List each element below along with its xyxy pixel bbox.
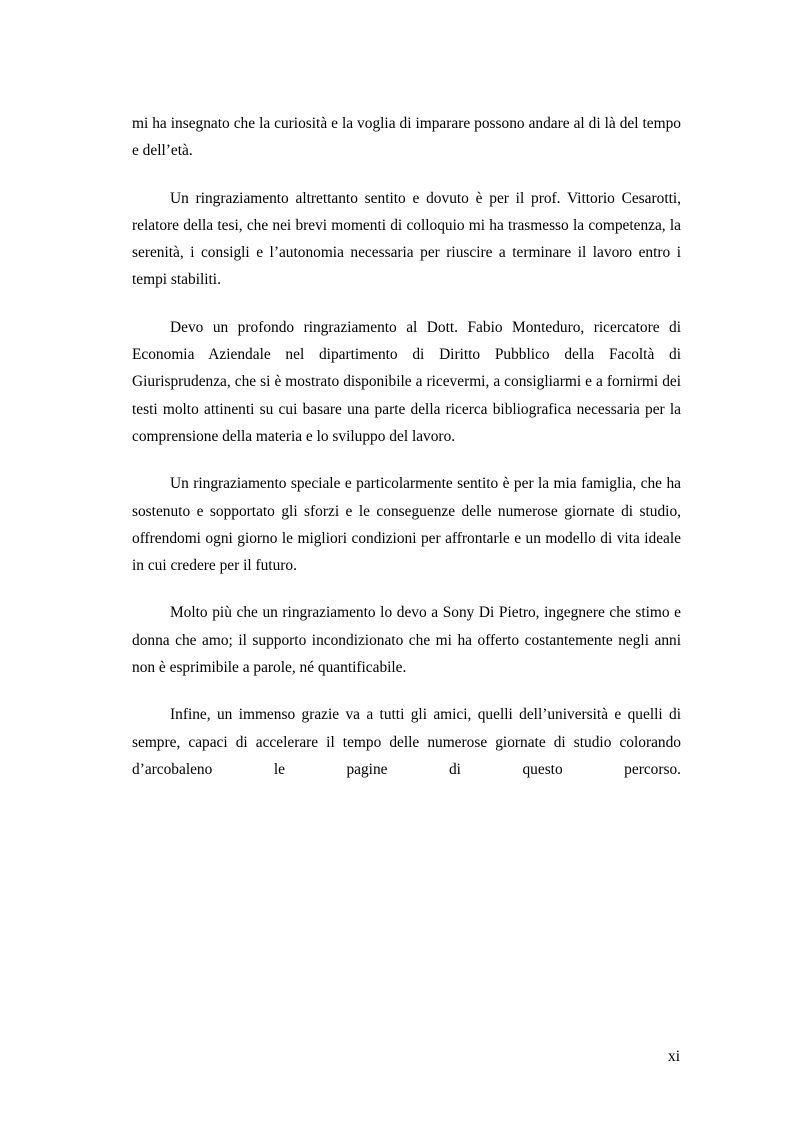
paragraph-continuation: mi ha insegnato che la curiosità e la voglia di imparare possono andare al di là del tempo e dell’età. [132, 115, 681, 160]
paragraph-thanks-family: Un ringraziamento speciale e particolarmente sentito è per la mia famiglia, che ha sostenuto e sopportato gli sforzi e le conseguenze delle numerose giornate di studio, offrendomi ogni giorno le migliori condizioni per affrontarle e un modello di vita ideale in cui credere per il futuro. [132, 475, 681, 575]
paragraph-thanks-friends: Infine, un immenso grazie va a tutti gli amici, quelli dell’università e quelli di sempre, capaci di accelerare il tempo delle numerose giornate di studio colorando d’arcobaleno le pagine di questo percorso. [132, 706, 681, 778]
paragraph-thanks-monteduro: Devo un profondo ringraziamento al Dott. Fabio Monteduro, ricercatore di Economia Aziendale nel dipartimento di Diritto Pubblico della Facoltà di Giurisprudenza, che si è mostrato disponibile a ricevermi, a consigliarmi e a fornirmi dei testi molto attinenti su cui basare una parte della ricerca bibliografica necessaria per la comprensione della materia e lo sviluppo del lavoro. [132, 318, 681, 445]
page-number: xi [668, 1048, 680, 1065]
paragraph-thanks-cesarotti: Un ringraziamento altrettanto sentito e dovuto è per il prof. Vittorio Cesarotti, relatore della tesi, che nei brevi momenti di colloquio mi ha trasmesso la competenza, la serenità, i consigli e l’autonomia necessaria per riuscire a terminare il lavoro entro i tempi stabiliti. [132, 189, 681, 289]
document-body [132, 110, 681, 803]
paragraph-thanks-sony: Molto più che un ringraziamento lo devo a Sony Di Pietro, ingegnere che stimo e donna che amo; il supporto incondizionato che mi ha offerto costantemente negli anni non è esprimibile a parole, né quantificabile. [132, 604, 681, 677]
